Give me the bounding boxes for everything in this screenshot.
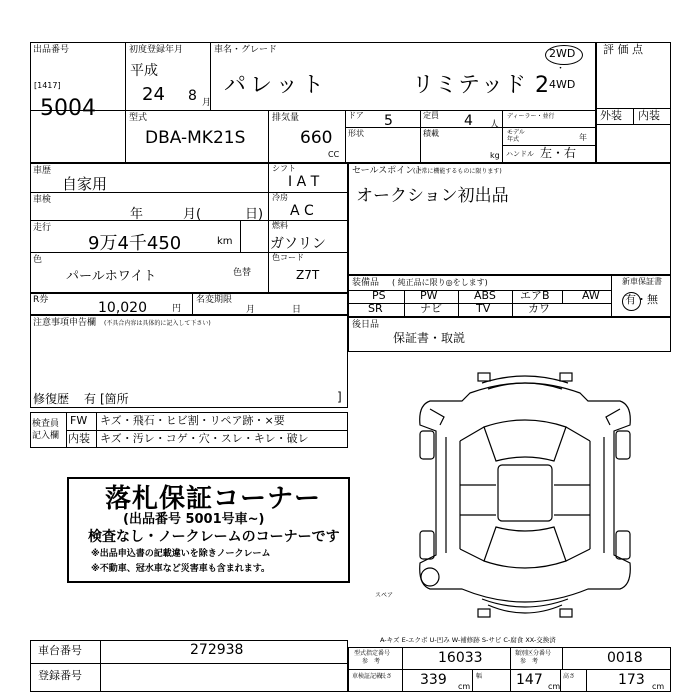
shaken-month: 月( [183,207,202,222]
shaken-day: 日) [245,207,264,222]
damage-legend: A-キズ E-エクボ U-凹み W-補修跡 S-サビ C-腐食 XX-交換済 [380,636,556,644]
class-sub: 参 考 [520,658,539,665]
recycle-unit: 円 [172,304,182,314]
model-year-label2: 年式 [507,136,520,143]
warranty-value: 有・無 [625,293,658,306]
class-value: 0018 [607,650,643,666]
type-cert-label: 型式指定番号 [354,650,391,657]
option-item: ナビ [420,302,442,315]
history-label: 車歴 [33,166,52,176]
color-change-label: 色替 [233,268,252,278]
drive-2wd: 2WD [549,47,576,60]
lot-code: [1417] [34,81,61,90]
reg-month: 8 [188,88,197,104]
inspection-interior-items: キズ・汚レ・コゲ・穴・スレ・キレ・破レ [100,432,309,445]
disp-unit: CC [328,150,340,159]
color-code: Z7T [296,268,320,282]
reg-month-unit: 月 [202,98,212,108]
height-label: 高さ [563,673,576,680]
model-year-unit: 年 [579,133,587,142]
type-cert-sub: 参 考 [362,658,381,665]
stamp-note1: ※出品申込書の記載違いを除きノークレーム [91,549,271,559]
mileage: 9万4千450 [88,233,182,254]
height-value: 173 [618,672,645,688]
reg-expiry-day: 日 [292,305,302,315]
exterior-label: 外装 [600,109,622,122]
era: 平成 [130,63,158,79]
disp-label: 排気量 [272,113,300,123]
model-year-label1: モデル [507,129,525,136]
shift-label: シフト [272,164,296,173]
option-item: AW [582,289,600,302]
door-label: ドア [348,111,364,120]
chassis-value: 272938 [190,642,244,658]
options-note: ( 純正品に限り◎をします) [392,278,488,287]
sales-label: セールスポイント [352,166,424,176]
interior-label: 内装 [638,109,660,122]
history-value: 自家用 [62,175,108,193]
inspection-fw-items: キズ・飛石・ヒビ割・リペア跡・×要 [100,414,285,427]
shape-label: 形状 [348,129,364,138]
after-value: 保証書・取説 [393,331,466,345]
model-code: DBA-MK21S [145,128,246,148]
option-item: TV [476,302,491,315]
car-name: パレット [224,73,328,98]
color-code-label: 色コード [272,253,304,262]
color-value: パールホワイト [66,269,157,284]
mileage-label: 走行 [33,223,52,233]
stamp-title: 落札保証コーナー [105,484,322,514]
inspection-fw: FW [70,414,88,427]
sales-frame [348,163,671,275]
repair-unit: [箇所 [100,392,129,406]
sales-text: オークション初出品 [356,186,509,206]
first-reg-label: 初度登録年月 [129,45,184,55]
after-label: 後日品 [352,320,380,330]
stamp-subtitle: (出品番号 5001号車~) [123,512,265,527]
shaken-year: 年 [130,207,144,222]
length-value: 339 [420,672,447,688]
fuel-label: 燃料 [272,221,288,230]
inspection-interior: 内装 [68,432,90,445]
shaken-label: 車検 [33,195,52,205]
ac-label: 冷房 [272,193,288,202]
displacement: 660 [300,128,333,148]
stamp-line1: 検査なし・ノークレームのコーナーです [88,529,340,545]
repair-label: 修復歴 [33,392,70,406]
spare-label: スペア [375,592,394,599]
width-value: 147 [516,672,543,688]
option-item: カワ [528,302,550,315]
recycle-label: R券 [33,295,49,305]
handle-label: ハンドル [506,150,534,158]
doors: 5 [384,113,393,129]
model-label: 車名・グレード [214,45,278,55]
chassis-label: 車台番号 [38,644,82,657]
length-top: 車検証記載 [352,673,383,680]
type-label: 型式 [129,113,148,123]
option-item: PS [372,289,386,302]
warranty-label: 新車保証書 [622,277,662,286]
option-item: SR [368,302,383,315]
drive-dot: ・ [556,64,566,74]
recycle-value: 10,020 [98,300,147,316]
type-cert-value: 16033 [438,650,483,666]
fuel-value: ガソリン [270,236,326,252]
width-label: 幅 [476,673,483,680]
lot-number: 5004 [40,96,96,121]
repair-value: 有 [84,392,97,406]
dealer-label: ディーラー・並行 [507,113,555,120]
notes-frame [30,315,348,408]
notes-sub: (不具合内容は具体的に記入して下さい) [104,320,211,327]
inspection-label1: 検査員 [32,419,60,429]
load-label: 積載 [423,129,439,138]
reg-year: 24 [142,84,165,105]
option-item: PW [420,289,438,302]
car-diagram [400,365,650,625]
reg-number-label: 登録番号 [38,669,82,682]
option-item: エアB [520,289,550,302]
height-unit: cm [652,682,665,691]
load-unit: kg [490,151,500,160]
length-unit: cm [458,682,471,691]
class-label: 類別区分番号 [515,650,552,657]
notes-label: 注意事項申告欄 [33,318,97,328]
inspection-label2: 記入欄 [32,431,60,441]
eval-label: 評 価 点 [603,43,643,56]
mileage-unit: km [217,236,233,247]
grade: リミテッド 2 [412,73,550,98]
capacity: 4 [464,113,473,129]
handle-value: 左・右 [540,146,577,160]
sales-note: (正常に機能するものに限ります) [413,168,502,175]
reg-expiry-month: 月 [246,305,256,315]
repair-bracket-close: ] [337,390,342,404]
stamp-note2: ※不動車、冠水車など災害車も含まれます。 [91,564,271,574]
options-label: 装備品 [352,278,380,288]
width-unit: cm [548,682,561,691]
drive-4wd: 4WD [549,78,576,91]
ac-value: A C [290,203,314,219]
length-label: 長さ [380,673,393,680]
capacity-label: 定員 [423,111,439,120]
color-label: 色 [33,255,43,265]
reg-expiry-label: 名変期限 [196,295,233,305]
capacity-unit: 人 [490,120,500,130]
shift-value: I A T [288,174,320,190]
lot-label: 出品番号 [33,45,70,55]
option-item: ABS [474,289,496,302]
